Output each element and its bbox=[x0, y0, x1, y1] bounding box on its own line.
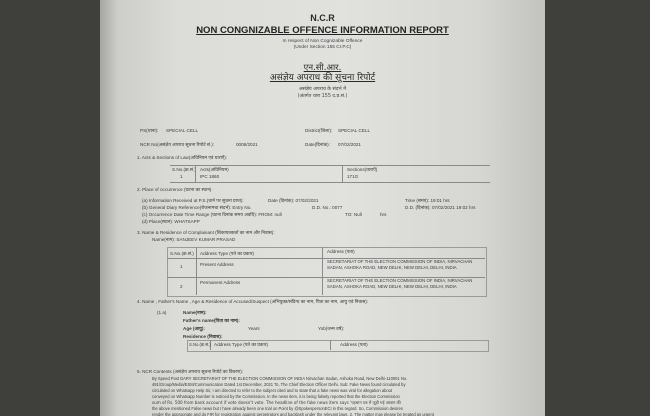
s4-row-no: (1.a) bbox=[157, 310, 167, 315]
s3-col-sep1 bbox=[196, 247, 197, 295]
accused-years: Years bbox=[248, 326, 260, 331]
s4-addr-label: Address (पता) bbox=[340, 342, 368, 347]
hindi-sub2: (अंतर्गत धारा 155 द.प्र.सं.) bbox=[297, 94, 348, 99]
s3-row1-no: 1 bbox=[180, 264, 183, 269]
s2-b: (b) General Diary Reference(रोजनामचा संदर्भ): Entry No. bbox=[142, 205, 252, 210]
s1-col-sep1 bbox=[195, 165, 196, 182]
hindi-ncr-heading: एन.सी.आर. bbox=[303, 63, 342, 73]
accused-name-label: Name(नाम): bbox=[183, 310, 207, 315]
s1-section-value: 171G bbox=[347, 174, 359, 179]
hindi-report-title: असंज्ञेय अपराध की सूचना रिपोर्ट bbox=[269, 73, 376, 83]
ncr-content-line2: 491/Group/Media/ESM/Communication Dated 1st December, 2021 To, The Chief Election Officer Delhi. Sub: Fake News found circulated by bbox=[152, 382, 406, 387]
date-label: Date(दिनांक): bbox=[305, 142, 330, 147]
s3-addr-label: Address (पता) bbox=[327, 249, 355, 254]
s3-row1-type: Present Address bbox=[200, 262, 234, 267]
accused-age-label: Age (आयु): bbox=[183, 326, 205, 331]
s1-table-bottom bbox=[170, 182, 490, 183]
section2-title: 2. Place of occurrence (घटना का स्थान) bbox=[137, 187, 212, 192]
district-value: SPECIAL CELL bbox=[338, 128, 371, 133]
s4-type-label: Address Type (पते का प्रकार) bbox=[214, 342, 269, 347]
ncr-content-line3: circulated on Whatsapp Help Sir, I am directed to refer to the subject cited and to state that a fake news was viral for allegation about bbox=[152, 388, 393, 393]
s3-row2-addr: SECRETARIAT OF THE ELECTION COMMISSION OF INDIA, NIRVACHAN SADAN, ASHOKA ROAD, NEW DELHI, NEW DELHI, DELHI, INDIA bbox=[327, 278, 473, 289]
s4-sno-label: S.No.(क्र.सं.) bbox=[189, 342, 211, 347]
s3-row1-addr: SECRETARIAT OF THE ELECTION COMMISSION OF INDIA, NIRVACHAN SADAN, ASHOKA ROAD, NEW DELHI, NEW DELHI, DELHI, INDIA bbox=[327, 259, 473, 270]
s1-table-top bbox=[170, 165, 490, 166]
accused-yob: Yob(जन्म वर्ष): bbox=[318, 326, 345, 331]
s2-b-date: D.D. (दिनांक): 07/02/2021 19:02 hrs bbox=[405, 205, 476, 210]
s2-d: (d) Place(स्थान): WHATSAPP bbox=[142, 219, 200, 224]
section5-title: 5. NCR Contents (असंज्ञेय अपराध सूचना रिपोर्ट का विवरण): bbox=[137, 369, 244, 374]
ncr-content-line7: render the appropriate and do FIR for registration against perpetrators and backlash under the relevant laws. 2. The matter may please be treated as urgent bbox=[152, 412, 434, 416]
ncr-no-value: 0006/2021 bbox=[236, 142, 258, 147]
section4-title: 4. Name , Father's Name , Age & Residence of Accused/Suspect (अभियुक्त/संदिग्ध का नाम, पिता का नाम, आयु एवं निवास): bbox=[137, 299, 369, 304]
s1-sno-label: S.No.(क्र.सं.) bbox=[172, 167, 196, 172]
s1-row-no: 1 bbox=[180, 174, 183, 179]
ncr-content-line1: By Speed Post DARY SECRETARIAT OF THE ELECTION COMMISSION OF INDIA Nirvachan Sadan, Ashoka Road, New Delhi-110001 No. bbox=[152, 376, 408, 381]
ps-label: PS(थाना): bbox=[140, 128, 159, 133]
hindi-sub1: असंज्ञेय अपराध के संदर्भ में bbox=[298, 87, 347, 92]
section1-title: 1. Acts & Sections of Law(अधिनियम एवं धाराएँ): bbox=[137, 155, 228, 160]
complainant-name: Name(नाम): SANJEEV KUMAR PRASAD bbox=[152, 237, 236, 242]
document-page bbox=[100, 0, 545, 416]
title-sub1: In respect of Non Cognizable Offence bbox=[282, 39, 363, 44]
page-shadow bbox=[100, 0, 118, 416]
date-value: 07/02/2021 bbox=[338, 142, 361, 147]
s1-sections-label: Sections(धाराएँ) bbox=[347, 167, 378, 172]
ncr-content-line6: the above mentioned False news but I have already been one trial on Point by @SpokespersonECI in this regard. So, Commission desires bbox=[152, 406, 403, 411]
ps-value: SPECIAL CELL bbox=[166, 128, 199, 133]
s3-sno-label: S.No.(क्र.सं.) bbox=[170, 251, 194, 256]
s3-type-label: Address Type (पते का प्रकार) bbox=[200, 251, 255, 256]
s1-act-value: IPC 1860 bbox=[200, 174, 220, 179]
s2-a-date: Date (दिनांक): 07/02/2021 bbox=[268, 198, 319, 203]
ncr-content-line4: conveyed on Whatsapp Number is noticed by the Commission. In the news item, it is being falsely reported that the Election Commission bbox=[152, 394, 400, 399]
s3-row2-type: Permanent Address bbox=[200, 280, 241, 285]
s1-col-sep2 bbox=[342, 165, 343, 182]
s2-b-do: D.D. No.: 0077 bbox=[312, 205, 343, 210]
ncr-no-label: NCR No(असंज्ञेय अपराध सूचना रिपोर्ट सं.): bbox=[140, 142, 215, 147]
title-sub2: (Under Section 155 Cr.P.C) bbox=[293, 45, 352, 50]
report-title: NON CONGNIZABLE OFFENCE INFORMATION REPORT bbox=[196, 25, 449, 36]
district-label: District(जिला): bbox=[305, 128, 333, 133]
s2-a-time: Time (समय): 19:01 hrs bbox=[405, 198, 450, 203]
ncr-heading: N.C.R bbox=[310, 13, 335, 23]
ncr-content-line5: sum of Rs. 500 from bank account if vote doesn't vote. The headline of the fake news item says 'पहचान पत्र में जुड़ी गई आधार की bbox=[152, 400, 401, 405]
section3-title: 3. Name & Residence of Complainant (शिकायतकर्ता का नाम और निवास): bbox=[137, 230, 275, 235]
s2-c-to: TO: Null bbox=[345, 212, 362, 217]
s1-acts-label: Acts(अधिनियम) bbox=[200, 167, 229, 172]
accused-father-label: Father's name(पिता का नाम): bbox=[183, 318, 240, 323]
s3-row2-no: 2 bbox=[180, 284, 183, 289]
s3-col-sep2 bbox=[322, 247, 323, 295]
s2-a: (a) Information Received at P.S.(थाने पर सूचना प्राप्त): bbox=[142, 198, 244, 203]
s4-col-sep2 bbox=[330, 340, 331, 350]
s2-c-hrs: hrs bbox=[380, 212, 387, 217]
s2-c: (c) Occurrence Date Time Range (घटना दिनांक समय अवधि): FROM: null bbox=[142, 212, 282, 217]
accused-residence-label: Residence (निवास): bbox=[183, 334, 223, 339]
